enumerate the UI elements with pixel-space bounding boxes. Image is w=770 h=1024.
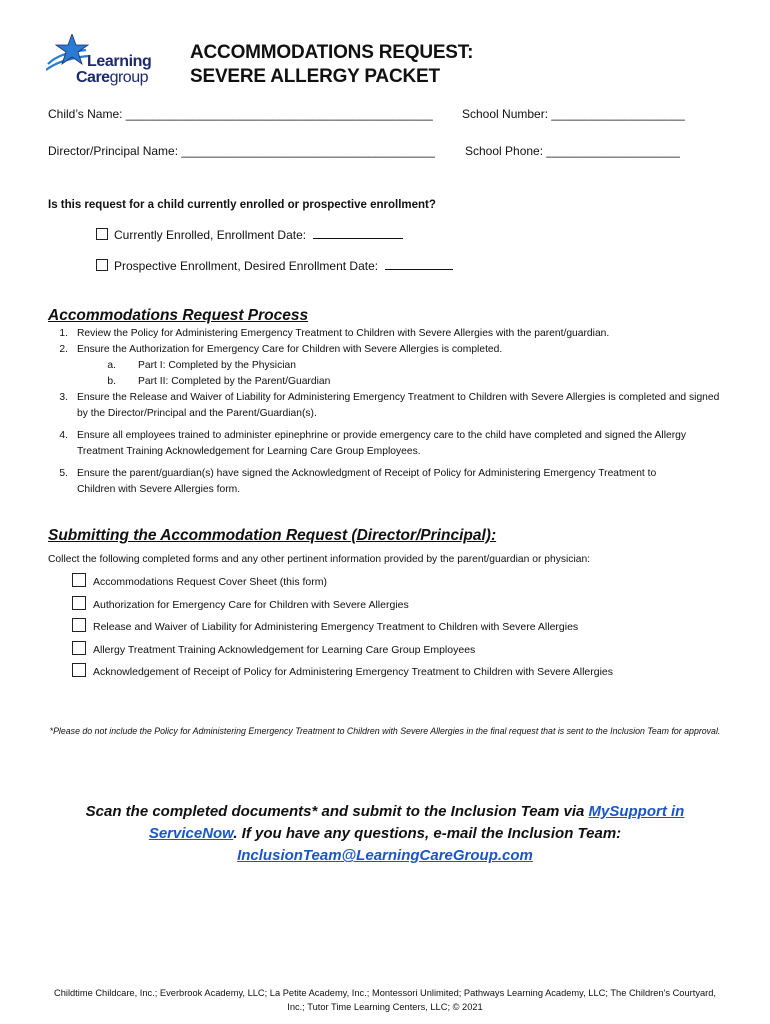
checklist-item-receipt[interactable] (72, 663, 613, 680)
desired-enrollment-date-line[interactable] (385, 258, 453, 270)
director-name-field[interactable]: Director/Principal Name: ______________________________________ (48, 144, 435, 158)
currently-enrolled-label: Currently Enrolled, Enrollment Date: (114, 228, 307, 242)
checkbox[interactable] (72, 573, 86, 587)
checklist-label: Release and Waiver of Liability for Administering Emergency Treatment to Children with Severe Allergies (93, 621, 579, 633)
submit-instructions (48, 801, 722, 867)
logo-care-group-text: Caregroup (76, 69, 148, 86)
footnote: *Please do not include the Policy for Administering Emergency Treatment to Children with Severe Allergies in the final request that is sent to the Inclusion Team for approval. (49, 726, 721, 736)
school-phone-field[interactable]: School Phone: ____________________ (465, 144, 680, 158)
inclusion-team-email-link[interactable]: InclusionTeam@LearningCareGroup.com (237, 847, 533, 864)
list-item (52, 326, 732, 342)
list-text: Ensure the parent/guardian(s) have signed the Acknowledgment of Receipt of Policy for Administering Emergency Treatment to Children with Severe Allergies form. (77, 468, 657, 495)
list-text: Review the Policy for Administering Emergency Treatment to Children with Severe Allergies with the parent/guardian. (77, 328, 610, 339)
list-subitem (100, 374, 700, 390)
checklist-label: Authorization for Emergency Care for Children with Severe Allergies (93, 599, 409, 611)
checklist-item-authorization[interactable] (72, 596, 409, 613)
checkbox[interactable] (72, 663, 86, 677)
list-text: Part II: Completed by the Parent/Guardian (138, 376, 331, 387)
list-item (52, 390, 732, 422)
star-logo-icon (46, 34, 92, 74)
list-item (52, 466, 732, 498)
prospective-enrollment-label: Prospective Enrollment, Desired Enrollment Date: (114, 259, 379, 273)
child-name-field[interactable]: Child’s Name: ______________________________________________ (48, 107, 433, 121)
checklist-label: Acknowledgement of Receipt of Policy for Administering Emergency Treatment to Children with Severe Allergies (93, 666, 613, 678)
logo-learning-text: Learning (87, 53, 152, 70)
checklist-item-release-waiver[interactable] (72, 618, 578, 635)
prospective-enrollment-checkbox[interactable] (96, 259, 108, 271)
list-text: Ensure all employees trained to administer epinephrine or provide emergency care to the child have completed and signed the Allergy Treatment Training Acknowledgement for Learning Care Group Employees. (77, 430, 687, 457)
submitting-intro: Collect the following completed forms and any other pertinent information provided by the parent/guardian or physician: (48, 554, 591, 565)
process-heading: Accommodations Request Process (48, 307, 309, 324)
list-text: Ensure the Authorization for Emergency Care for Children with Severe Allergies is completed. (77, 344, 503, 355)
checklist-label: Allergy Treatment Training Acknowledgement for Learning Care Group Employees (93, 644, 476, 656)
list-subitem (100, 358, 700, 374)
school-number-field[interactable]: School Number: ____________________ (462, 107, 685, 121)
scan-text-1: Scan the completed documents* and submit to the Inclusion Team via (85, 803, 589, 820)
list-number: 5. (59, 468, 68, 479)
checklist-item-training[interactable] (72, 641, 475, 658)
list-item (52, 342, 732, 358)
list-number: 3. (59, 392, 68, 403)
prospective-enrollment-option[interactable] (96, 258, 453, 274)
mysupport-servicenow-link[interactable]: MySupport in ServiceNow (148, 803, 685, 842)
submitting-heading: Submitting the Accommodation Request (Director/Principal): (48, 527, 497, 544)
checkbox[interactable] (72, 641, 86, 655)
learning-care-group-logo (46, 34, 158, 88)
enrollment-date-line[interactable] (313, 227, 403, 239)
list-text: Part I: Completed by the Physician (138, 360, 296, 371)
list-letter: a. (107, 360, 116, 371)
scan-text-2: . If you have any questions, e-mail the Inclusion Team: (233, 825, 622, 842)
checklist-item-cover-sheet[interactable] (72, 573, 327, 590)
page-title-line1: ACCOMMODATIONS REQUEST: (190, 42, 474, 63)
list-number: 2. (59, 344, 68, 355)
currently-enrolled-option[interactable] (96, 227, 403, 243)
list-number: 4. (59, 430, 68, 441)
list-number: 1. (59, 328, 68, 339)
list-letter: b. (107, 376, 116, 387)
checkbox[interactable] (72, 596, 86, 610)
list-item (52, 428, 732, 460)
checkbox[interactable] (72, 618, 86, 632)
footer-text: Childtime Childcare, Inc.; Everbrook Academy, LLC; La Petite Academy, Inc.; Montessori Unlimited; Pathways Learning Academy, LLC; The Children's Courtyard, Inc.; Tutor Time Learning Centers, LLC; © 2021 (54, 988, 716, 1012)
checklist-label: Accommodations Request Cover Sheet (this form) (93, 576, 328, 588)
currently-enrolled-checkbox[interactable] (96, 228, 108, 240)
enrollment-question: Is this request for a child currently enrolled or prospective enrollment? (48, 199, 436, 211)
page-title-line2: SEVERE ALLERGY PACKET (190, 66, 440, 87)
list-text: Ensure the Release and Waiver of Liability for Administering Emergency Treatment to Children with Severe Allergies is completed and signed by the Director/Principal and the Parent/Guardian(s). (77, 392, 720, 419)
